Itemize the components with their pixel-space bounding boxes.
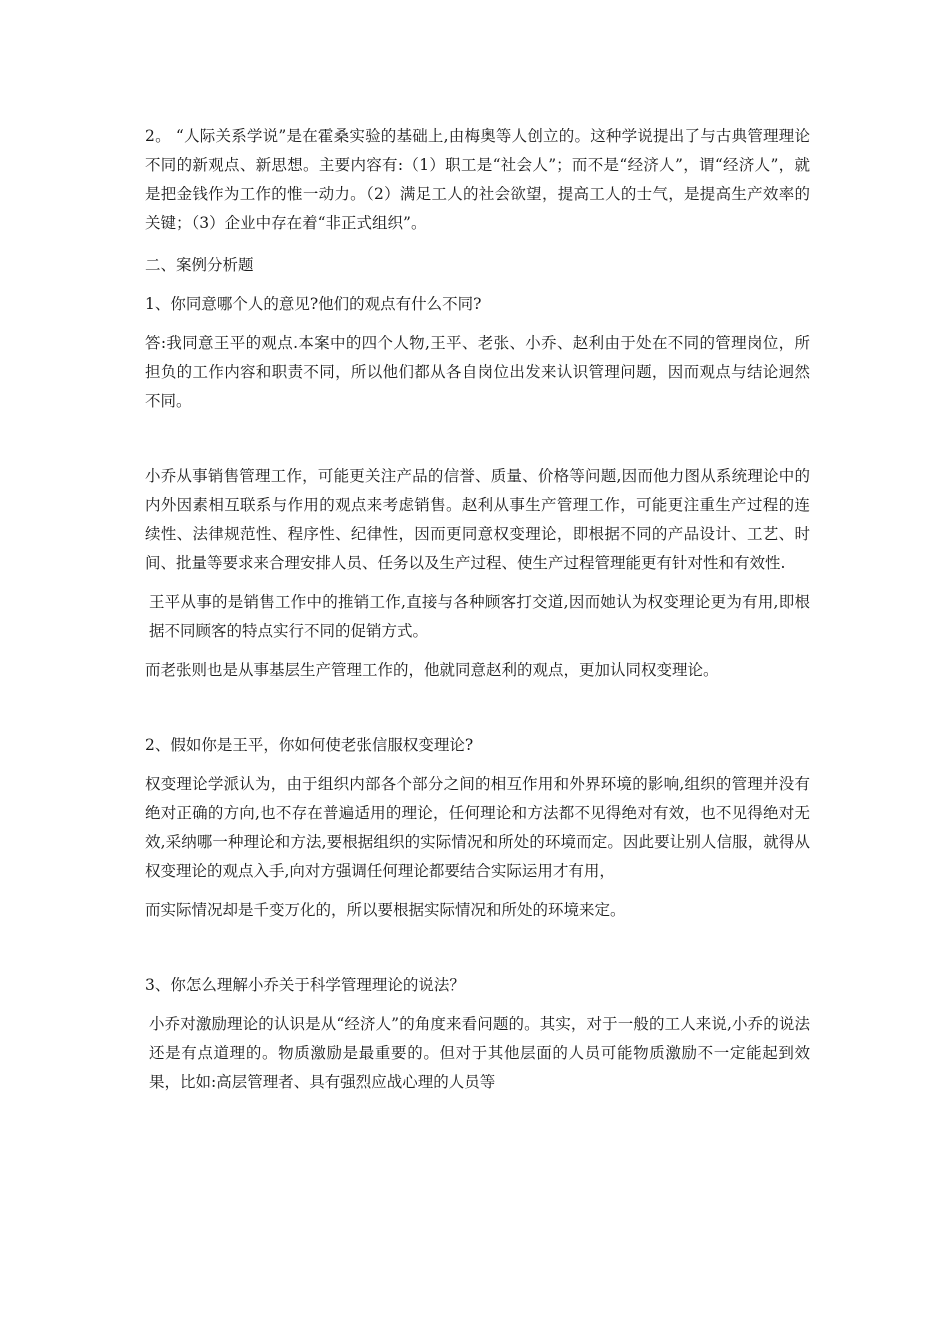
answer-1-wangping: 王平从事的是销售工作中的推销工作,直接与各种顾客打交道,因而她认为权变理论更为有用,即根据不同顾客的特点实行不同的促销方式。 <box>149 593 810 640</box>
answer-1: 答:我同意王平的观点.本案中的四个人物,王平、老张、小乔、赵利由于处在不同的管理岗位，所担负的工作内容和职责不同，所以他们都从各自岗位出发来认识管理问题，因而观点与结论迥然不同。 <box>145 334 810 410</box>
section-heading-case-analysis: 二、案例分析题 <box>145 256 254 274</box>
answer-2: 权变理论学派认为，由于组织内部各个部分之间的相互作用和外界环境的影响,组织的管理并没有绝对正确的方向,也不存在普遍适用的理论，任何理论和方法都不见得绝对有效，也不见得绝对无效,采纳哪一种理论和方法,要根据组织的实际情况和所处的环境而定。因此要让别人信服，就得从权变理论的观点入手,向对方强调任何理论都要结合实际运用才有用， <box>145 775 810 880</box>
document-page <box>145 122 810 1097</box>
answer-2-continued: 而实际情况却是千变万化的，所以要根据实际情况和所处的环境来定。 <box>145 901 626 919</box>
paragraph-human-relations: 2。 “人际关系学说”是在霍桑实验的基础上,由梅奥等人创立的。这种学说提出了与古典管理理论不同的新观点、新思想。主要内容有:（1）职工是“社会人”；而不是“经济人”，谓“经济人”，就是把金钱作为工作的惟一动力。（2）满足工人的社会欲望，提高工人的士气，是提高生产效率的关键；（3）企业中存在着“非正式组织”。 <box>145 127 810 232</box>
answer-3: 小乔对激励理论的认识是从“经济人”的角度来看问题的。其实，对于一般的工人来说,小乔的说法还是有点道理的。物质激励是最重要的。但对于其他层面的人员可能物质激励不一定能起到效果，比如:高层管理者、具有强烈应战心理的人员等 <box>149 1015 810 1091</box>
question-1: 1、你同意哪个人的意见?他们的观点有什么不同? <box>145 295 482 313</box>
question-3: 3、你怎么理解小乔关于科学管理理论的说法？ <box>145 976 465 994</box>
question-2: 2、假如你是王平，你如何使老张信服权变理论? <box>145 736 474 754</box>
answer-1-laozhang: 而老张则也是从事基层生产管理工作的，他就同意赵利的观点，更加认同权变理论。 <box>145 661 719 679</box>
answer-1-xiaoqiao-zhaoli: 小乔从事销售管理工作，可能更关注产品的信誉、质量、价格等问题,因而他力图从系统理论中的内外因素相互联系与作用的观点来考虑销售。赵利从事生产管理工作，可能更注重生产过程的连续性、法律规范性、程序性、纪律性，因而更同意权变理论，即根据不同的产品设计、工艺、时间、批量等要求来合理安排人员、任务以及生产过程、使生产过程管理能更有针对性和有效性. <box>145 467 810 572</box>
